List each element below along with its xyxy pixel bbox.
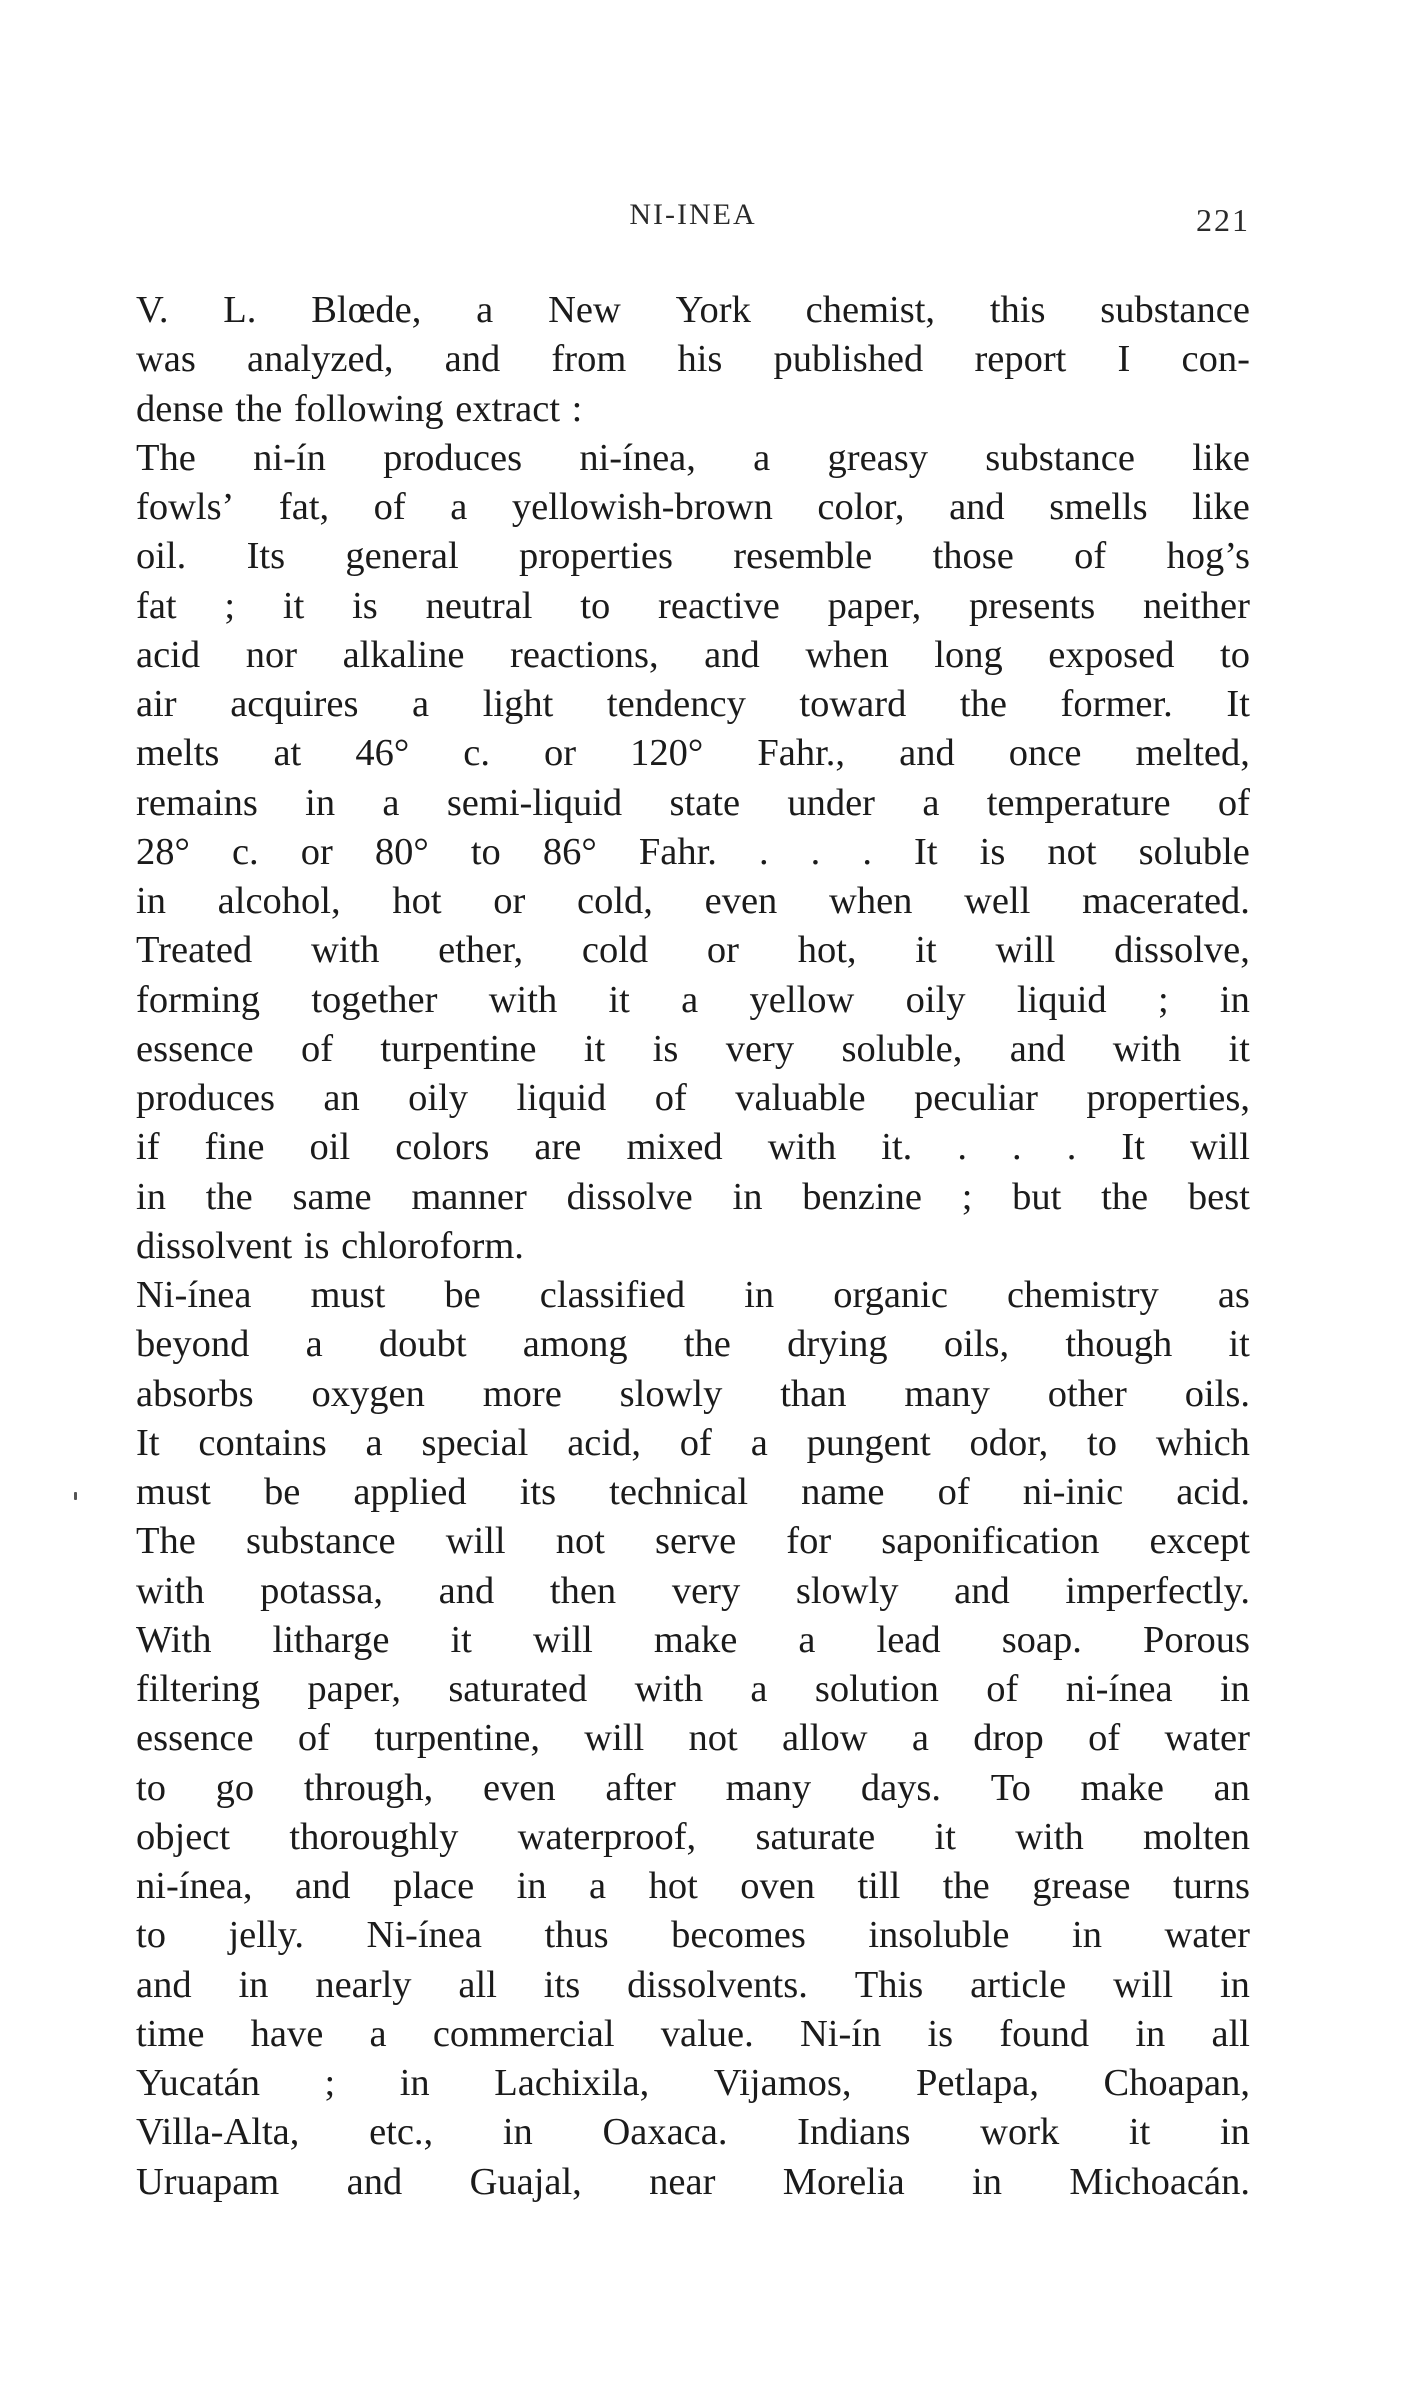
- text-line: Villa-Alta, etc., in Oaxaca. Indians work it in: [136, 2111, 1250, 2154]
- text-line: oil. Its general properties resemble those of hog’s: [136, 535, 1250, 578]
- text-line: and in nearly all its dissolvents. This article will in: [136, 1963, 1250, 2006]
- text-line: 28° c. or 80° to 86° Fahr. . . . It is not soluble: [136, 830, 1250, 873]
- text-line: time have a commercial value. Ni-ín is found in all: [136, 2012, 1250, 2055]
- text-line: acid nor alkaline reactions, and when long exposed to: [136, 633, 1250, 676]
- text-line: The ni-ín produces ni-ínea, a greasy substance like: [136, 436, 1250, 479]
- text-line: essence of turpentine, will not allow a drop of water: [136, 1717, 1250, 1760]
- text-line: produces an oily liquid of valuable peculiar properties,: [136, 1077, 1250, 1119]
- text-line: filtering paper, saturated with a solution of ni-ínea in: [136, 1668, 1250, 1710]
- stray-ink-mark: [74, 1492, 77, 1500]
- text-line: ni-ínea, and place in a hot oven till the grease turns: [136, 1865, 1250, 1907]
- text-line: The substance will not serve for saponification except: [136, 1520, 1250, 1563]
- text-line: Uruapam and Guajal, near Morelia in Michoacán.: [136, 2160, 1250, 2203]
- running-title: NI-INEA: [629, 198, 757, 231]
- text-line: Ni-ínea must be classified in organic chemistry as: [136, 1274, 1250, 1316]
- text-line: was analyzed, and from his published report I con-: [136, 338, 1250, 381]
- text-line: in the same manner dissolve in benzine ; but the best: [136, 1175, 1250, 1218]
- text-line: fowls’ fat, of a yellowish-brown color, and smells like: [136, 486, 1250, 528]
- text-line: to jelly. Ni-ínea thus becomes insoluble in water: [136, 1914, 1250, 1957]
- text-line: with potassa, and then very slowly and imperfectly.: [136, 1569, 1250, 1612]
- text-line: Yucatán ; in Lachixila, Vijamos, Petlapa, Choapan,: [136, 2062, 1250, 2104]
- text-line: Treated with ether, cold or hot, it will dissolve,: [136, 929, 1250, 972]
- text-line: fat ; it is neutral to reactive paper, presents neither: [136, 584, 1250, 627]
- text-line: to go through, even after many days. To make an: [136, 1766, 1250, 1809]
- text-line: remains in a semi-liquid state under a temperature of: [136, 781, 1250, 824]
- text-line: dissolvent is chloroform.: [136, 1224, 524, 1267]
- text-line: It contains a special acid, of a pungent odor, to which: [136, 1421, 1250, 1464]
- page-number: 221: [1196, 202, 1250, 238]
- text-line: in alcohol, hot or cold, even when well macerated.: [136, 880, 1250, 922]
- running-head: [136, 198, 1250, 246]
- text-line: absorbs oxygen more slowly than many other oils.: [136, 1372, 1250, 1415]
- text-line: V. L. Blœde, a New York chemist, this substance: [136, 289, 1250, 331]
- text-line: With litharge it will make a lead soap. Porous: [136, 1618, 1250, 1661]
- text-line: forming together with it a yellow oily liquid ; in: [136, 978, 1250, 1021]
- text-line: beyond a doubt among the drying oils, though it: [136, 1323, 1250, 1366]
- text-line: air acquires a light tendency toward the former. It: [136, 683, 1250, 725]
- text-line: melts at 46° c. or 120° Fahr., and once melted,: [136, 732, 1250, 775]
- body-text: [136, 286, 1250, 2207]
- text-line: dense the following extract :: [136, 387, 583, 430]
- text-line: if fine oil colors are mixed with it. . . . It will: [136, 1126, 1250, 1169]
- text-line: essence of turpentine it is very soluble, and with it: [136, 1027, 1250, 1070]
- text-line: object thoroughly waterproof, saturate it with molten: [136, 1815, 1250, 1858]
- text-line: must be applied its technical name of ni-inic acid.: [136, 1471, 1250, 1513]
